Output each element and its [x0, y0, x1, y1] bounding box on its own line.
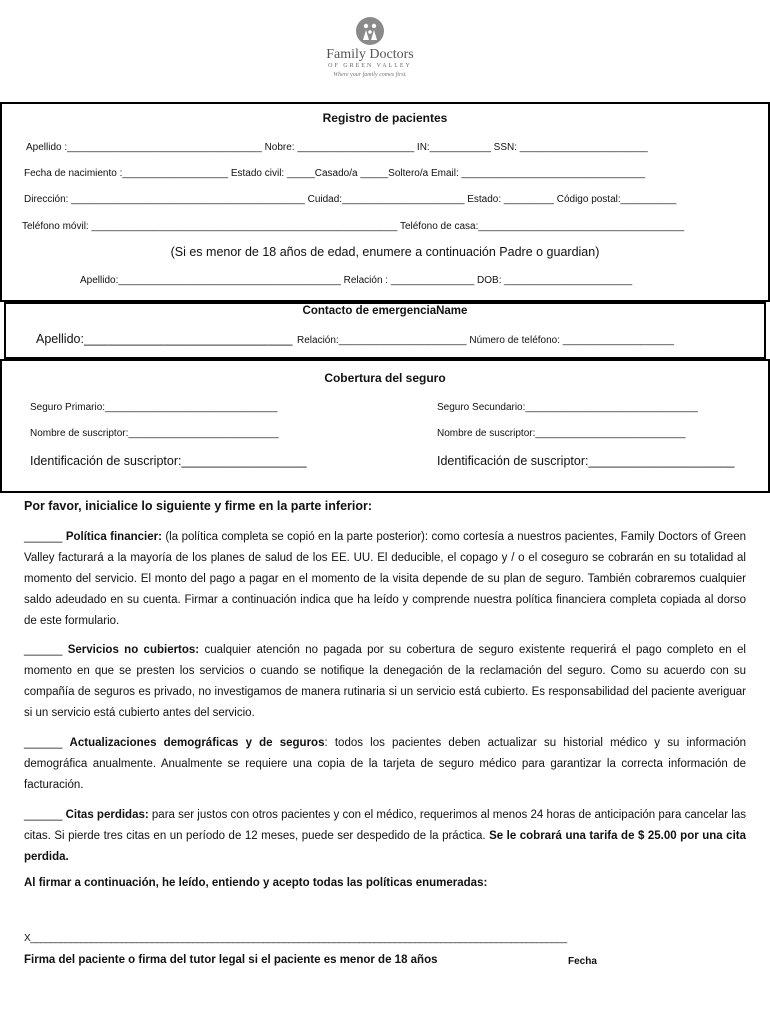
signature-line[interactable]: X__________________________________________________________________________________________________________ [24, 933, 567, 944]
initials-blank[interactable]: ______ [24, 737, 70, 749]
address-row[interactable]: Dirección: __________________________________________ Cuidad:______________________ Estado: _________ Código postal:__________ [24, 194, 677, 205]
emergency-surname-field[interactable]: Apellido:______________________________ [36, 332, 293, 346]
practice-logo [300, 16, 440, 80]
phone-row[interactable]: Teléfono móvil: _______________________________________________________ Teléfono de casa:_____________________________________ [22, 221, 685, 232]
initials-blank[interactable]: ______ [24, 809, 66, 821]
policy-text: para ser justos con otros pacientes y con el médico, requerimos al menos 24 horas de anticipación para cancelar las citas. Si pierde tres citas en un período de 12 meses, puede ser despedido de la práctica. [24, 809, 746, 842]
date-label: Fecha [568, 956, 597, 967]
subscriber-id-left-field[interactable]: Identificación de suscriptor:__________________ [30, 454, 307, 468]
policy-text: cualquier atención no pagada por su cobertura de seguro existente requerirá el pago completo en el momento en que se presten los servicios o cuando se notifique la denegación de la reclamación del seguro. Como su acuerdo con su compañía de seguros es privado, no investigamos de manera rutinaria si un servicio está cubierto. Es responsabilidad del paciente averiguar si un servicio está cubierto antes del servicio. [24, 644, 746, 719]
signature-label: Firma del paciente o firma del tutor legal si el paciente es menor de 18 años [24, 954, 438, 966]
emergency-relation-phone-row[interactable]: Relación:_______________________ Número de teléfono: ____________________ [297, 335, 675, 346]
subscriber-name-right-field[interactable]: Nombre de suscriptor:___________________________ [437, 428, 686, 439]
logo-tagline: Where your family comes first. [333, 72, 407, 78]
initials-blank[interactable]: ______ [24, 531, 66, 543]
policy-title: Servicios no cubiertos: [67, 644, 200, 656]
logo-name: Family Doctors [326, 47, 414, 62]
patient-name-row[interactable]: Apellido :___________________________________ Nobre: _____________________ IN:___________ SSN: _______________________ [26, 142, 648, 153]
policy-title: Citas perdidas: [65, 809, 149, 821]
policy-demographic-updates [24, 733, 746, 796]
policy-text: : todos los pacientes deben actualizar su historial médico y su información demográfica anualmente. Anualmente se requiere una copia de la tarjeta de seguro médico para garantizar la correcta información de facturación. [24, 737, 746, 791]
birthdate-row[interactable]: Fecha de nacimiento :___________________ Estado civil: _____Casado/a _____Soltero/a Email: _________________________________ [24, 168, 646, 179]
registration-title: Registro de pacientes [322, 111, 448, 125]
policy-text: (la política completa se copió en la parte posterior): como cortesía a nuestros pacientes, Family Doctors of Green Valley facturará a la mayoría de los planes de salud de los EE. UU. El deducible, el copago y / o el coseguro se cobrarán en su totalidad al momento del servicio. El monto del pago a pagar en el momento de la visita depende de su plan de seguro. También cobraremos cualquier saldo adeudado en su cuenta. Firmar a continuación indica que ha leído y comprende nuestra política financiera completa copiada al dorso de este formulario. [24, 531, 746, 627]
policy-uncovered-services [24, 640, 746, 724]
policy-title: Actualizaciones demográficas y de seguros [69, 737, 325, 749]
emergency-title: Contacto de emergenciaName [302, 305, 468, 317]
registration-section [0, 102, 770, 302]
secondary-insurance-field[interactable]: Seguro Secundario:_______________________________ [437, 402, 698, 413]
emergency-contact-section [4, 302, 766, 359]
insurance-title: Cobertura del seguro [324, 371, 446, 385]
agreement-statement: Al firmar a continuación, he leído, entiendo y acepto todas las políticas enumeradas: [24, 877, 488, 889]
initials-blank[interactable]: ______ [24, 644, 68, 656]
subscriber-id-right-field[interactable]: Identificación de suscriptor:_____________________ [437, 454, 735, 468]
primary-insurance-field[interactable]: Seguro Primario:_______________________________ [30, 402, 278, 413]
policy-fee-note: Se le cobrará una tarifa de $ 25.00 por una cita perdida. [24, 830, 746, 863]
logo-subtitle: OF GREEN VALLEY [328, 63, 412, 69]
policy-financial [24, 527, 746, 632]
policy-title: Política financier: [65, 531, 162, 543]
insurance-section [0, 359, 770, 493]
guardian-row[interactable]: Apellido:________________________________________ Relación : _______________ DOB: _______________________ [80, 275, 633, 286]
policies-heading: Por favor, inicialice lo siguiente y firme en la parte inferior: [24, 499, 373, 513]
family-logo-icon [355, 16, 385, 46]
policy-missed-appointments [24, 805, 746, 868]
subscriber-name-left-field[interactable]: Nombre de suscriptor:___________________________ [30, 428, 279, 439]
minor-note: (Si es menor de 18 años de edad, enumere a continuación Padre o guardian) [170, 245, 600, 259]
